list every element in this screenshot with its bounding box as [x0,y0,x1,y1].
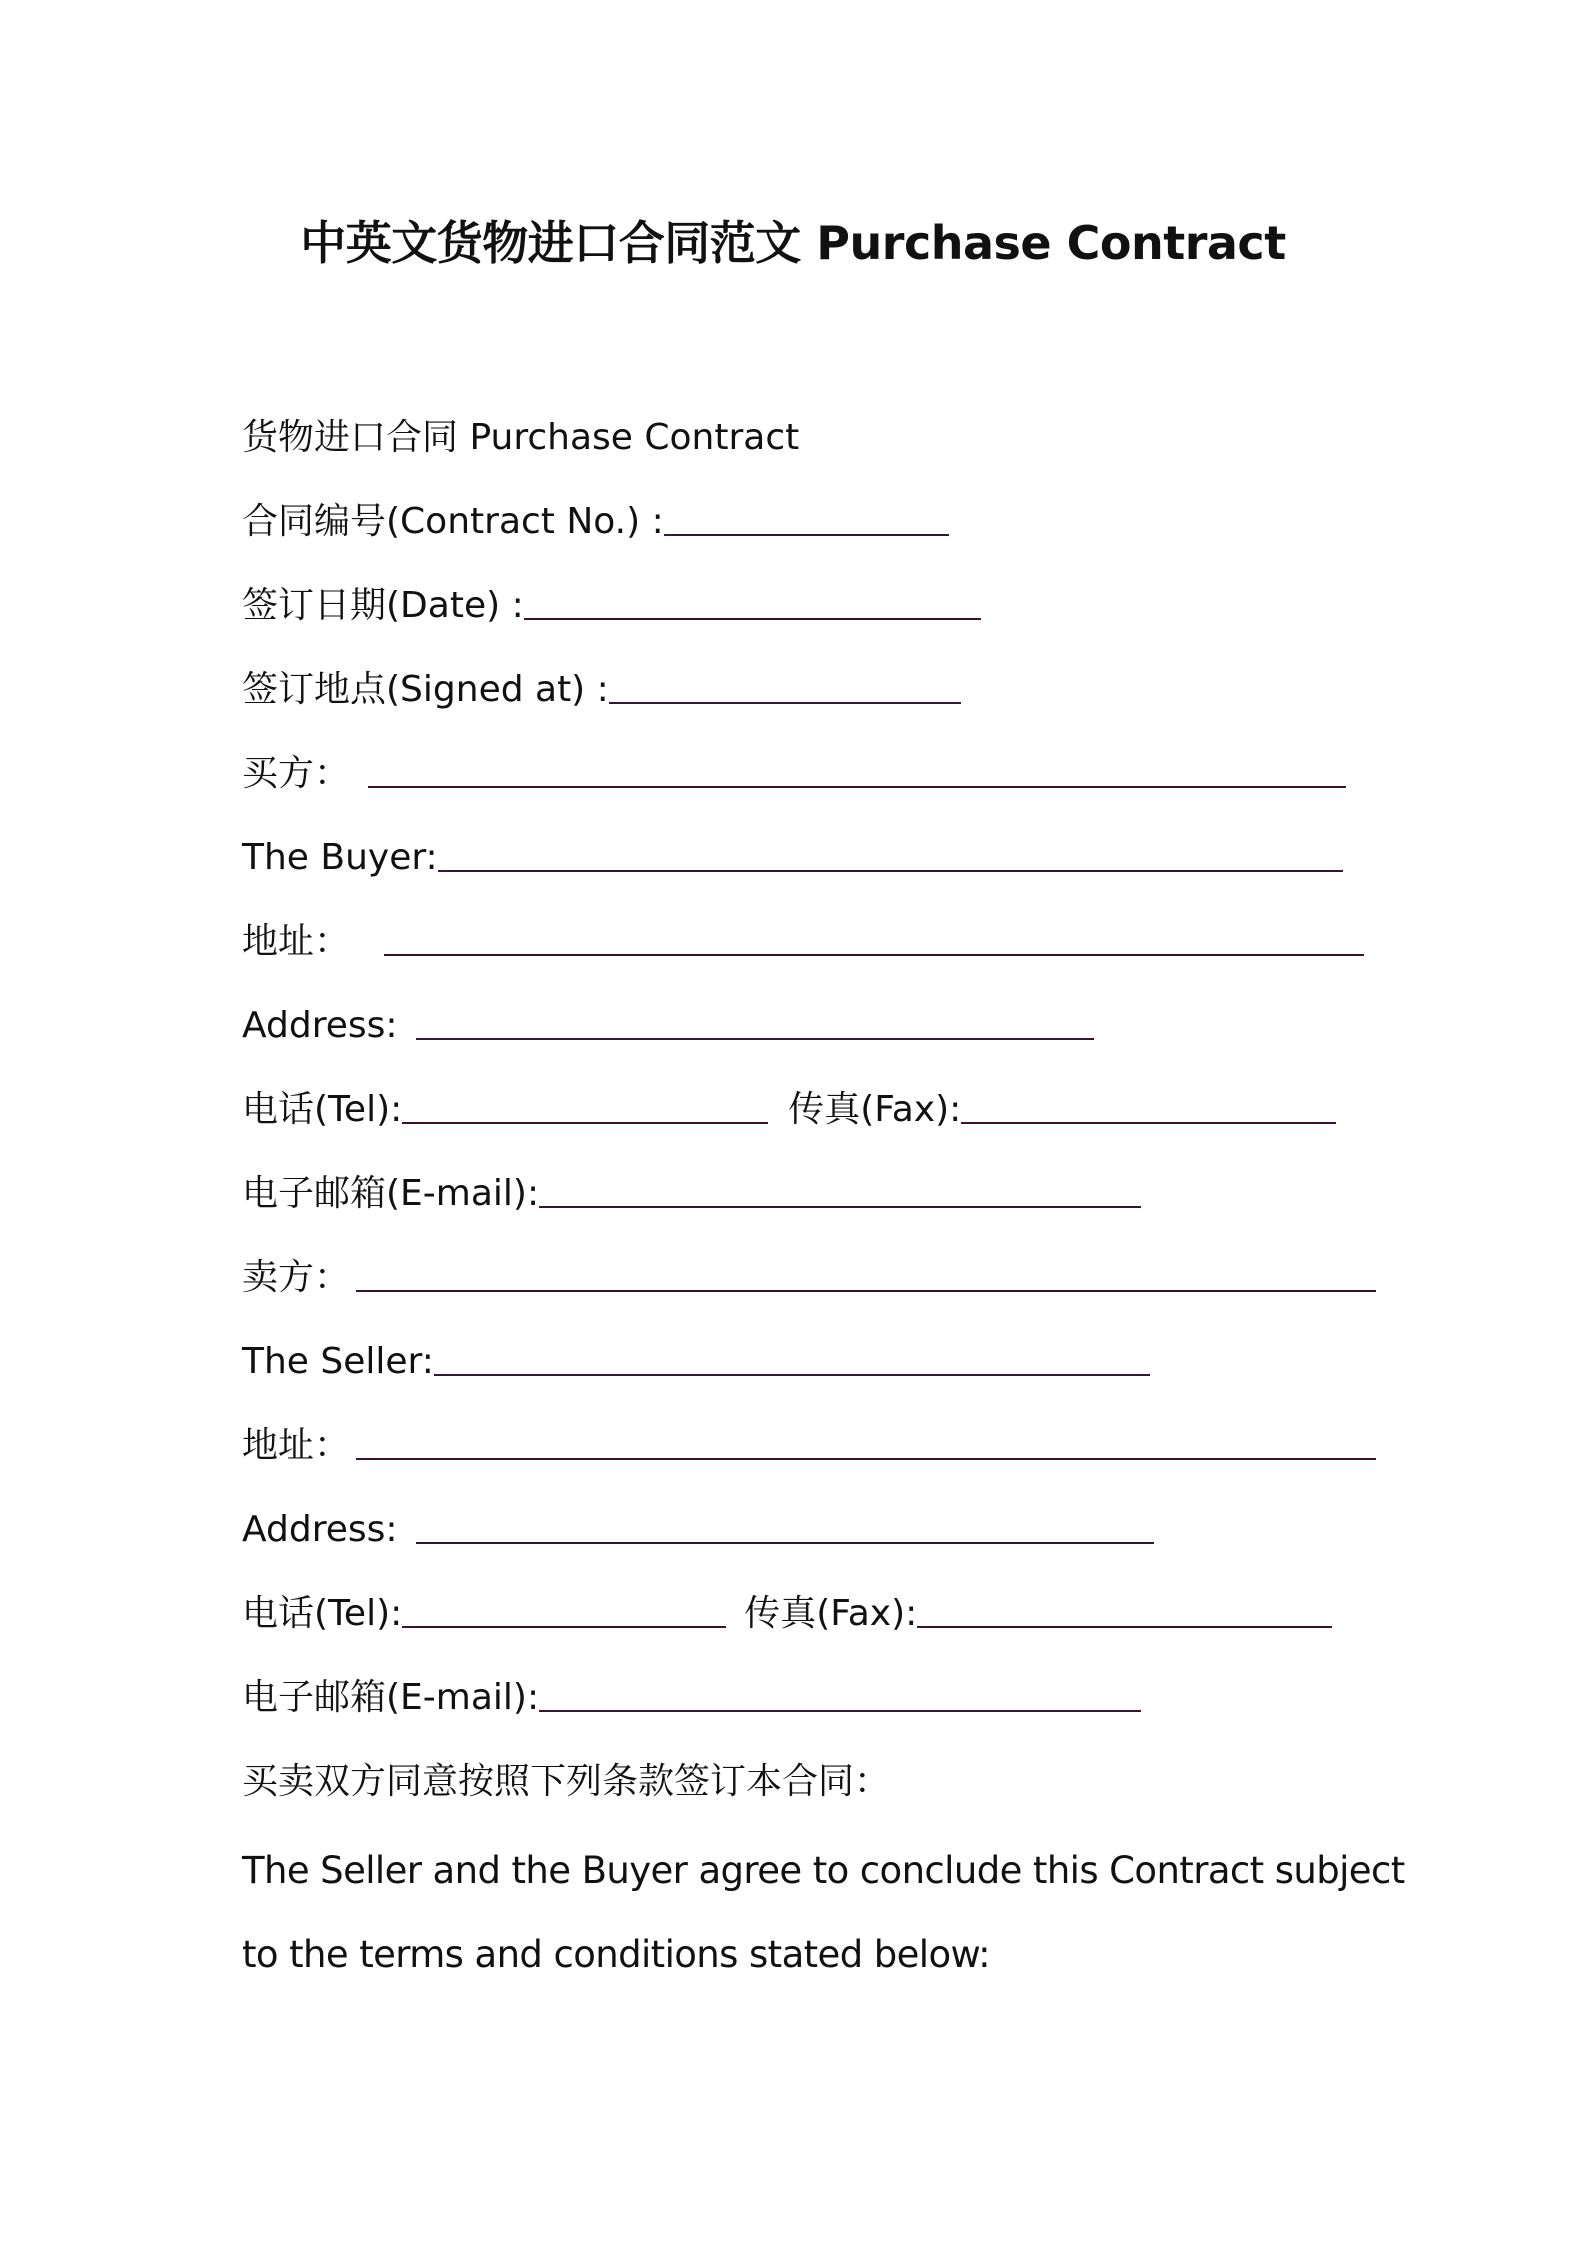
seller-address-cn-label: 地址： [242,1425,351,1466]
contract-no-blank[interactable] [664,534,949,536]
date-row [242,578,981,634]
date-label: 签订日期(Date) : [242,585,524,626]
seller-en-blank[interactable] [434,1374,1150,1376]
buyer-cn-label: 买方： [242,753,351,794]
seller-address-cn-blank[interactable] [356,1458,1376,1460]
seller-address-cn-row [242,1418,1376,1474]
buyer-tel-fax-row [242,1082,1336,1138]
buyer-address-en-label: Address: [242,1005,398,1046]
buyer-address-cn-row [242,914,1364,970]
seller-en-row [242,1334,1150,1390]
buyer-address-en-row [242,998,1094,1054]
contract-no-row [242,494,949,550]
seller-fax-label: 传真(Fax): [744,1593,918,1634]
buyer-cn-row [242,746,1346,802]
seller-cn-row [242,1250,1376,1306]
buyer-fax-label: 传真(Fax): [788,1089,962,1130]
seller-tel-fax-row [242,1586,1332,1642]
buyer-address-cn-label: 地址： [242,921,351,962]
contract-heading [242,410,799,466]
seller-address-en-label: Address: [242,1509,398,1550]
agreement-en-line-1: The Seller and the Buyer agree to conclude this Contract subject [242,1849,1405,1892]
seller-address-en-blank[interactable] [416,1542,1154,1544]
signed-at-row [242,662,961,718]
seller-email-row [242,1670,1141,1726]
contract-heading-text: 货物进口合同 Purchase Contract [242,417,800,458]
seller-cn-blank[interactable] [356,1290,1376,1292]
buyer-fax-blank[interactable] [961,1122,1336,1124]
buyer-en-label: The Buyer: [242,837,438,878]
buyer-tel-blank[interactable] [402,1122,768,1124]
seller-fax-blank[interactable] [917,1626,1332,1628]
buyer-tel-label: 电话(Tel): [242,1089,403,1130]
document-title: 中英文货物进口合同范文 Purchase Contract [300,216,1286,270]
buyer-email-label: 电子邮箱(E-mail): [242,1173,540,1214]
buyer-en-blank[interactable] [438,870,1343,872]
buyer-address-en-blank[interactable] [416,1038,1094,1040]
seller-en-label: The Seller: [242,1341,434,1382]
buyer-email-row [242,1166,1141,1222]
buyer-address-cn-blank[interactable] [384,954,1364,956]
seller-cn-label: 卖方： [242,1257,351,1298]
date-blank[interactable] [524,618,981,620]
seller-email-label: 电子邮箱(E-mail): [242,1677,540,1718]
agreement-cn-text: 买卖双方同意按照下列条款签订本合同： [242,1761,891,1802]
signed-at-label: 签订地点(Signed at) : [242,669,609,710]
seller-address-en-row [242,1502,1154,1558]
seller-tel-blank[interactable] [402,1626,726,1628]
buyer-email-blank[interactable] [539,1206,1141,1208]
seller-email-blank[interactable] [539,1710,1141,1712]
seller-tel-label: 电话(Tel): [242,1593,403,1634]
buyer-en-row [242,830,1343,886]
signed-at-blank[interactable] [609,702,961,704]
agreement-cn-row [242,1754,890,1810]
agreement-en-line-2: to the terms and conditions stated below: [242,1933,991,1976]
buyer-cn-blank[interactable] [368,786,1346,788]
contract-no-label: 合同编号(Contract No.) : [242,501,664,542]
